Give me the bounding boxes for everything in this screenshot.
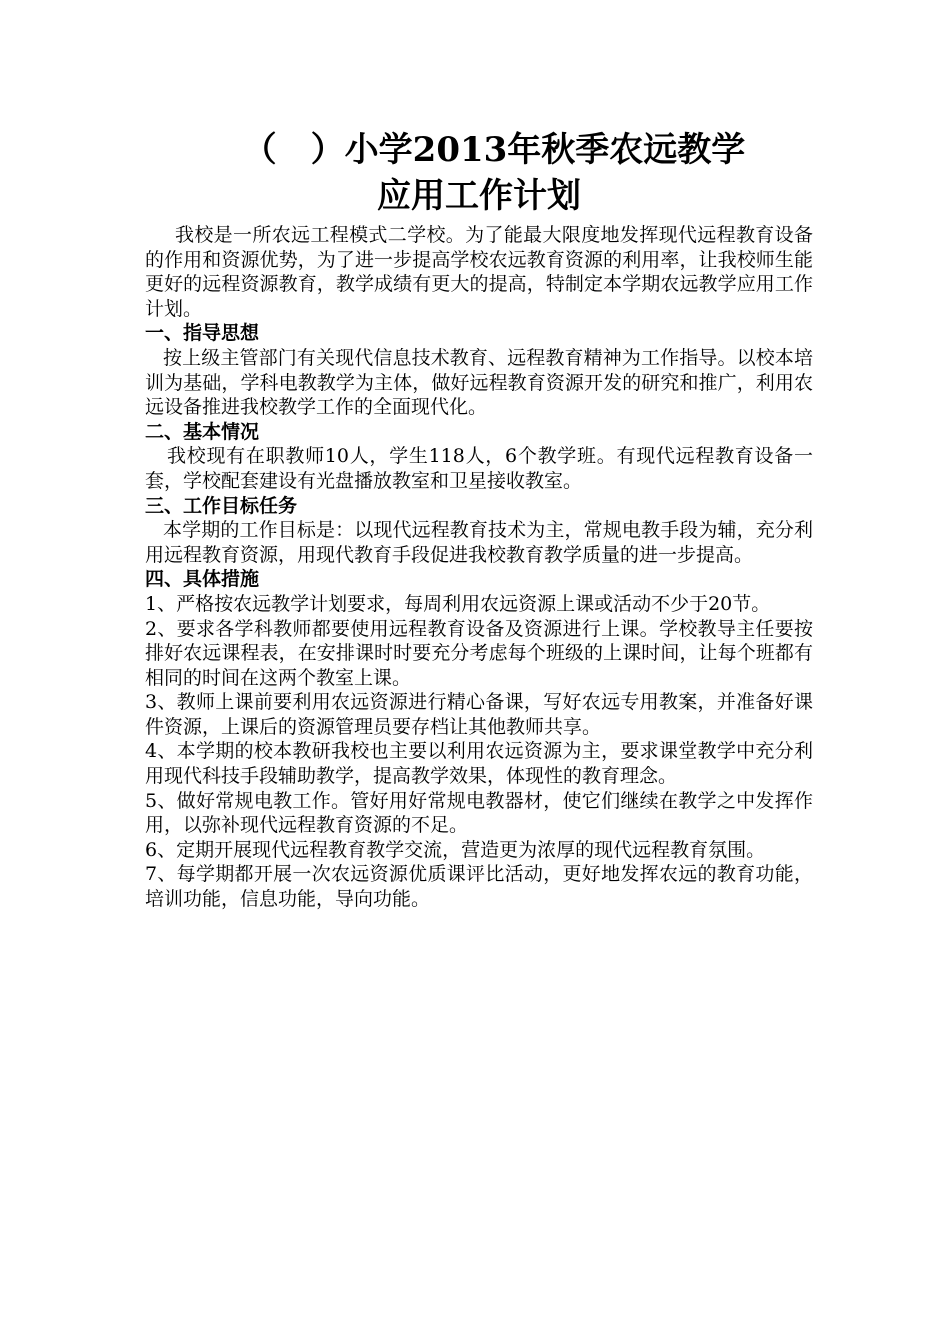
measure-item-4: 4、本学期的校本教研我校也主要以利用农远资源为主，要求课堂教学中充分利用现代科技手段辅助教学，提高教学效果，体现性的教育理念。: [145, 740, 813, 788]
measure-item-1: 1、严格按农远教学计划要求，每周利用农远资源上课或活动不少于20节。: [145, 592, 771, 615]
measure-item-2: 2、要求各学科教师都要使用远程教育设备及资源进行上课。学校教导主任要按排好农远课程表，在安排课时时要充分考虑每个班级的上课时间，让每个班都有相同的时间在这两个教室上课。: [145, 617, 813, 689]
section-heading-guiding-ideology: 一、指导思想: [145, 322, 260, 345]
section-text-basic-situation: 我校现有在职教师10人，学生118人，6个教学班。有现代远程教育设备一套，学校配套建设有光盘播放教室和卫星接收教室。: [145, 445, 813, 492]
section-heading-work-goals: 三、工作目标任务: [145, 494, 298, 517]
document-title-line2: 应用工作计划: [377, 176, 581, 216]
measure-item-7: 7、每学期都开展一次农远资源优质课评比活动，更好地发挥农远的教育功能，培训功能，信息功能，导向功能。: [145, 863, 813, 911]
document-page: [145, 127, 813, 912]
document-title-line1: （ ）小学2013年秋季农远教学: [242, 130, 746, 170]
document-body: [145, 223, 813, 912]
section-heading-measures: 四、具体措施: [145, 568, 260, 591]
section-text-guiding-ideology: 按上级主管部门有关现代信息技术教育、远程教育精神为工作指导。以校本培训为基础，学科电教教学为主体，做好远程教育资源开发的研究和推广，利用农远设备推进我校教学工作的全面现代化。: [145, 346, 813, 419]
section-heading-basic-situation: 二、基本情况: [145, 420, 260, 443]
measure-item-3: 3、教师上课前要利用农远资源进行精心备课，写好农远专用教案，并准备好课件资源，上课后的资源管理员要存档让其他教师共享。: [145, 691, 813, 738]
measure-item-6: 6、定期开展现代远程教育教学交流，营造更为浓厚的现代远程教育氛围。: [145, 838, 766, 861]
intro-paragraph: 我校是一所农远工程模式二学校。为了能最大限度地发挥现代远程教育设备的作用和资源优势，为了进一步提高学校农远教育资源的利用率，让我校师生能更好的远程资源教育，教学成绩有更大的提高，特制定本学期农远教学应用工作计划。: [145, 224, 813, 320]
measure-item-5: 5、做好常规电教工作。管好用好常规电教器材，使它们继续在教学之中发挥作用，以弥补现代远程教育资源的不足。: [145, 789, 813, 837]
section-text-work-goals: 本学期的工作目标是：以现代远程教育技术为主，常规电教手段为辅，充分利用远程教育资源，用现代教育手段促进我校教育教学质量的进一步提高。: [145, 519, 813, 566]
